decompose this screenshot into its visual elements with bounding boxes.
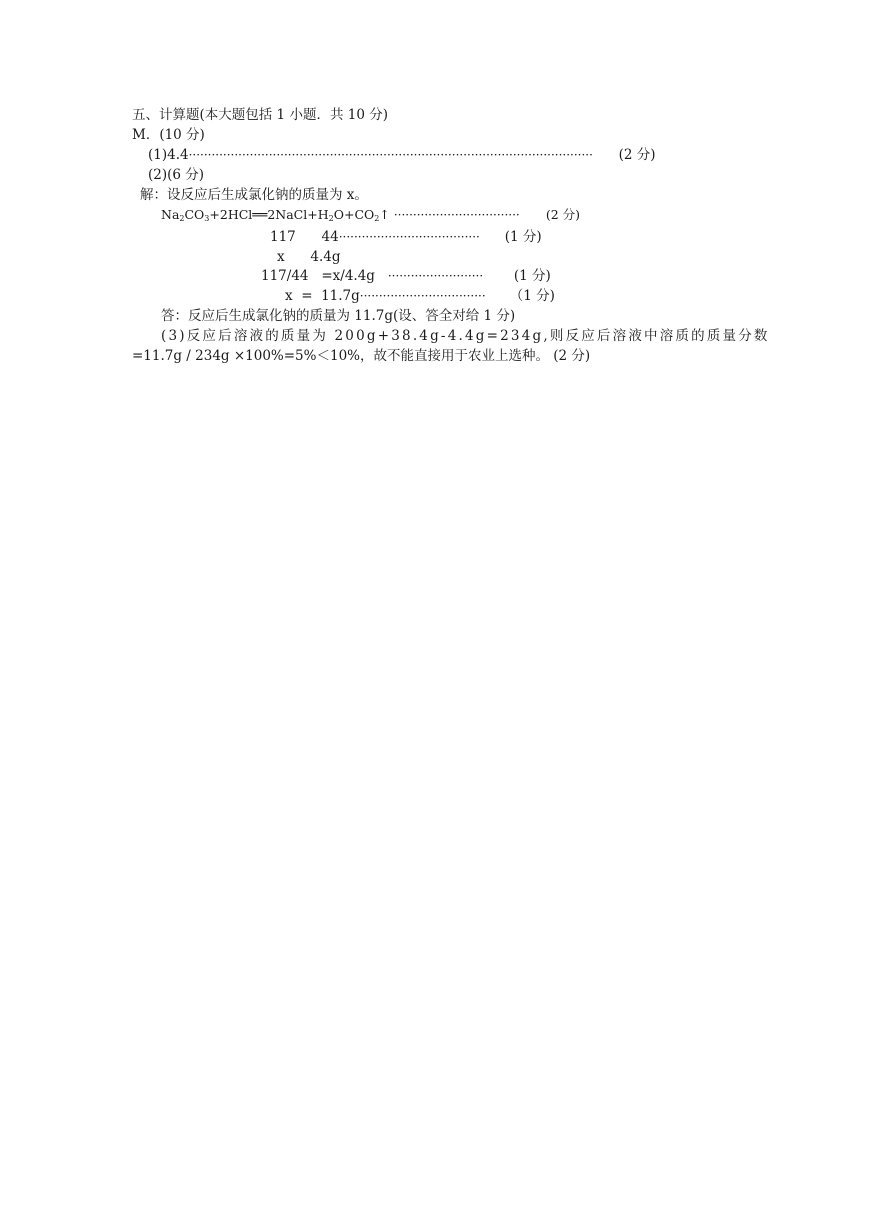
proportion-dots: ························· bbox=[387, 269, 484, 283]
question-label: M．(10 分) bbox=[132, 127, 205, 143]
equation-sub: 3 bbox=[204, 214, 210, 223]
ratio-dots: ····································· bbox=[338, 230, 480, 244]
equation-na: Na bbox=[161, 207, 180, 222]
equation-o-co: O+CO bbox=[333, 207, 375, 222]
proportion-score: (1 分) bbox=[513, 268, 551, 284]
solution-intro: 解：设反应后生成氯化钠的质量为 x。 bbox=[140, 187, 368, 203]
unknown-row bbox=[277, 248, 340, 266]
section-heading: 五、计算题(本大题包括 1 小题．共 10 分) bbox=[132, 107, 388, 123]
equation-sub: 2 bbox=[328, 214, 334, 223]
equation-sub: 2 bbox=[374, 214, 380, 223]
equation-score: (2 分) bbox=[545, 207, 581, 222]
result-equation: x = 11.7g bbox=[285, 288, 360, 304]
proportion-equation: 117/44 =x/4.4g bbox=[261, 268, 388, 284]
proportion-row bbox=[261, 267, 551, 285]
answer-line: 答：反应后生成氯化钠的质量为 11.7g(设、答全对给 1 分) bbox=[161, 308, 516, 324]
unknown-values: x 4.4g bbox=[277, 249, 341, 265]
equation-co: CO bbox=[184, 207, 205, 222]
result-row bbox=[285, 287, 555, 305]
chemical-equation-line bbox=[161, 206, 580, 224]
result-score: （1 分) bbox=[509, 288, 555, 304]
part3-line1: (3)反应后溶液的质量为 200g+38.4g-4.4g=234g,则反应后溶液中溶质的质量分数 bbox=[161, 328, 770, 344]
part3-line2: =11.7g / 234g ×100%=5%＜10%，故不能直接用于农业上选种。 (2 分) bbox=[132, 348, 591, 364]
part1-label: (1)4.4 bbox=[148, 147, 189, 163]
part1-dots: ·········································································································· bbox=[188, 148, 593, 162]
ratio-row bbox=[270, 228, 542, 246]
ratio-values: 117 44 bbox=[270, 229, 339, 245]
gas-arrow-icon: ↑ bbox=[379, 207, 390, 222]
equation-sub: 2 bbox=[179, 214, 185, 223]
equation-middle: +2HCl══2NaCl+H bbox=[209, 207, 329, 222]
result-dots: ································· bbox=[359, 289, 486, 303]
part1-score: (2 分) bbox=[618, 147, 656, 163]
part2-label: (2)(6 分) bbox=[148, 167, 205, 183]
ratio-score: (1 分) bbox=[504, 229, 542, 245]
equation-dots: ································· bbox=[393, 208, 520, 222]
part1-line bbox=[148, 146, 656, 164]
